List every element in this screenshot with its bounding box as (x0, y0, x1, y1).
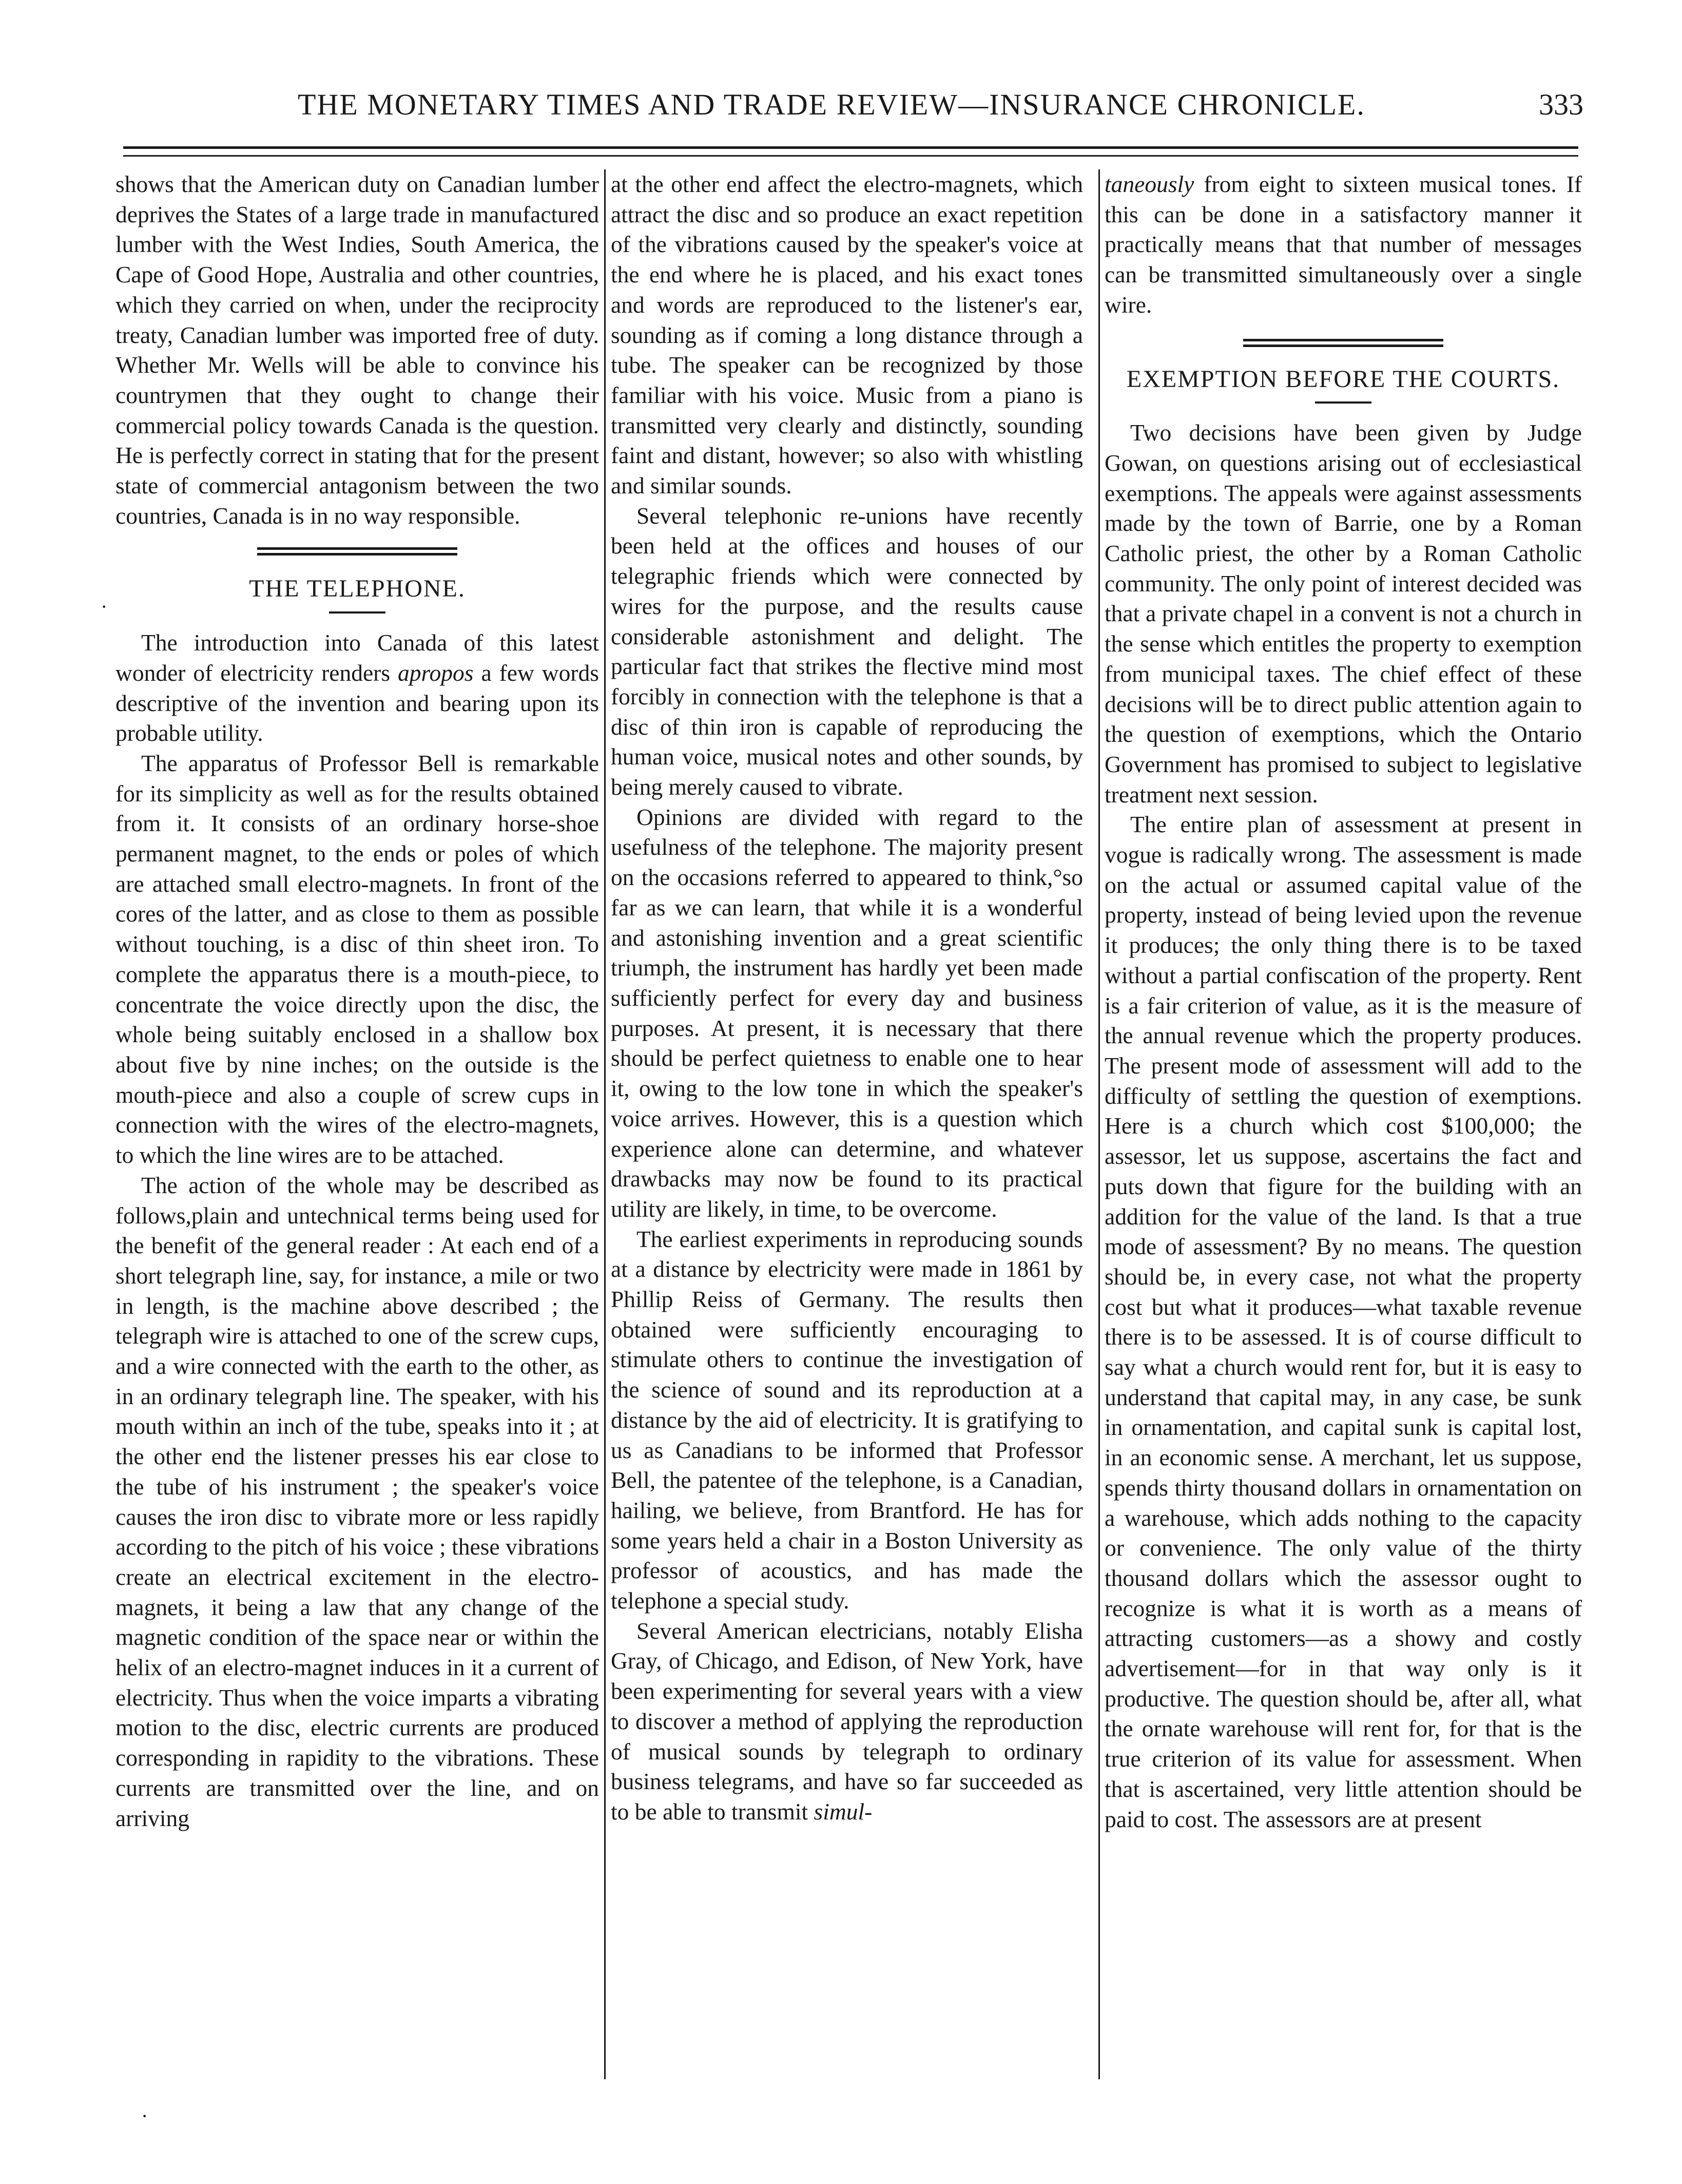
column-1 (115, 169, 599, 1833)
page-header-title: THE MONETARY TIMES AND TRADE REVIEW—INSURANCE CHRONICLE. (298, 88, 1365, 121)
section-heading-exemption: EXEMPTION BEFORE THE COURTS. (1126, 365, 1560, 393)
article-paragraph (1105, 169, 1582, 320)
section-heading-telephone: THE TELEPHONE. (249, 575, 466, 603)
section-separator (257, 547, 457, 555)
article-paragraph: Several telephonic re-unions have recently been held at the offices and houses of our telegraphic friends which were connected by wires for the purpose, and the results cause considerable astonishment and delight. The particular fact that strikes the flective mind most forcibly in connection with the telephone is that a disc of thin iron is capable of reproducing the human voice, musical notes and other sounds, by being merely caused to vibrate. (611, 502, 1083, 800)
article-paragraph: The apparatus of Professor Bell is remarkable for its simplicity as well as for the results obtained from it. It consists of an ordinary horse-shoe permanent magnet, to the ends or poles of which are attached small electro-magnets. In front of the cores of the latter, and as close to them as possible without touching, is a disc of thin sheet iron. To complete the apparatus there is a mouth-piece, to concentrate the voice directly upon the disc, the whole being suitably enclosed in a shallow box about five by nine inches; on the outside is the mouth-piece and also a couple of screw cups in connection with the wires of the electro-magnets, to which the line wires are to be attached. (115, 750, 599, 1168)
article-paragraph: Opinions are divided with regard to the usefulness of the telephone. The majority present on the occasions referred to appeared to think,°so far as we can learn, that while it is a wonderful and astonishing invention and a great scientific triumph, the instrument has hardly yet been made sufficiently perfect for every day and business purposes. At present, it is necessary that there should be perfect quietness to enable one to hear it, owing to the low tone in which the speaker's voice arrives. However, this is a question which experience alone can determine, and whatever drawbacks may now be found to its practical utility are likely, in time, to be overcome. (611, 803, 1083, 1222)
paragraph-text: Several American electricians, notably Elisha Gray, of Chicago, and Edison, of New York, have been experimenting for several years with a view to discover a method of applying the reproduction of musical sounds by telegraph to ordinary business telegrams, and have so far succeeded as to be able to transmit (611, 1617, 1083, 1825)
section-separator (1243, 339, 1443, 347)
italic-term: simul- (814, 1798, 873, 1825)
paragraph-text: a few words descriptive of the invention and bearing upon its probable utility. (115, 659, 599, 746)
article-paragraph (611, 1616, 1083, 1827)
italic-term: taneously (1105, 171, 1194, 197)
header-rule-bottom (123, 155, 1578, 157)
paragraph-text: from eight to sixteen musical tones. If this can be done in a satisfactory manner it practically means that that number of messages can be transmitted simultaneously over a single wire. (1105, 171, 1582, 318)
article-paragraph: at the other end affect the electro-magnets, which attract the disc and so produce an exact repetition of the vibrations caused by the speaker's voice at the end where he is placed, and his exact tones and words are reproduced to the listener's ear, sounding as if coming a long distance through a tube. The speaker can be recognized by those familiar with his voice. Music from a piano is transmitted very clearly and distinctly, sounding faint and distant, however; so also with whistling and similar sounds. (611, 171, 1083, 499)
paragraph-text: The introduction into Canada of this latest wonder of electricity renders (115, 629, 599, 686)
page-number: 333 (1539, 88, 1583, 121)
article-paragraph (115, 628, 599, 749)
column-divider-2 (1098, 169, 1100, 2079)
article-paragraph: The entire plan of assessment at present in vogue is radically wrong. The assessment is made on the actual or assumed capital value of the property, instead of being levied upon the revenue it produces; the only thing there is to be taxed without a partial confiscation of the property. Rent is a fair criterion of value, as it is the measure of the annual revenue which the property produces. The present mode of assessment will add to the difficulty of settling the question of exemptions. Here is a church which cost $100,000; the assessor, let us suppose, ascertains the fact and puts down that figure for the building with an addition for the value of the land. Is that a true mode of assessment? By no means. The question should be, in every case, not what the property cost but what it produces—what taxable revenue there is to be assessed. It is of course difficult to say what a church would rent for, but it is easy to understand that capital may, in any case, be sunk in ornamentation, and capital sunk is capital lost, in an economic sense. A merchant, let us suppose, spends thirty thousand dollars in ornamentation on a warehouse, which adds nothing to the capacity or convenience. The only value of the thirty thousand dollars which the assessor ought to recognize is what it is worth as a means of attracting customers—as a showy and costly advertisement—for in that way only is it productive. The question should be, after all, what the ornate warehouse will rent for, for that is the true criterion of its value for assessment. When that is ascertained, very little attention should be paid to cost. The assessors are at present (1105, 811, 1582, 1832)
margin-mark: · (141, 2104, 148, 2128)
margin-mark: · (101, 595, 108, 618)
italic-term: apropos (398, 659, 474, 686)
column-3 (1105, 169, 1582, 1834)
article-paragraph: The earliest experiments in reproducing sounds at a distance by electricity were made in 1861 by Phillip Reiss of Germany. The results then obtained were sufficiently encouraging to stimulate others to continue the investigation of the science of sound and its reproduction at a distance by the aid of electricity. It is gratifying to us as Canadians to be informed that Professor Bell, the patentee of the telephone, is a Canadian, hailing, we believe, from Brantford. He has for some years held a chair in a Boston University as professor of acoustics, and has made the telephone a special study. (611, 1225, 1083, 1614)
article-paragraph: Two decisions have been given by Judge Gowan, on questions arising out of ecclesiastical exemptions. The appeals were against assessments made by the town of Barrie, one by a Roman Catholic priest, the other by a Roman Catholic community. The only point of interest decided was that a private chapel in a convent is not a church in the sense which entitles the property to exemption from municipal taxes. The chief effect of these decisions will be to direct public attention again to the question of exemptions, which the Ontario Government has promised to subject to legislative treatment next session. (1105, 419, 1582, 808)
column-divider-1 (604, 169, 606, 2079)
article-paragraph: shows that the American duty on Canadian lumber deprives the States of a large trade in manufactured lumber with the West Indies, South America, the Cape of Good Hope, Australia and other countries, which they carried on when, under the reciprocity treaty, Canadian lumber was imported free of duty. Whether Mr. Wells will be able to convince his countrymen that they ought to change their commercial policy towards Canada is the question. He is perfectly correct in stating that for the present state of commercial antagonism between the two countries, Canada is in no way responsible. (115, 171, 599, 529)
column-2 (611, 169, 1083, 1827)
header-rule-top (123, 146, 1578, 149)
article-paragraph: The action of the whole may be described as follows,plain and untechnical terms being used for the benefit of the general reader : At each end of a short telegraph line, say, for instance, a mile or two in length, is the machine above described ; the telegraph wire is attached to one of the screw cups, and a wire connected with the earth to the other, as in an ordinary telegraph line. The speaker, with his mouth within an inch of the tube, speaks into it ; at the other end the listener presses his ear close to the tube of his instrument ; the speaker's voice causes the iron disc to vibrate more or less rapidly according to the pitch of his voice ; these vibrations create an electrical excitement in the electro-magnets, it being a law that any change of the magnetic condition of the space near or within the helix of an electro-magnet induces in it a current of electricity. Thus when the voice imparts a vibrating motion to the disc, electric currents are produced corresponding in rapidity to the vibrations. These currents are transmitted over the line, and on arriving (115, 1172, 599, 1831)
